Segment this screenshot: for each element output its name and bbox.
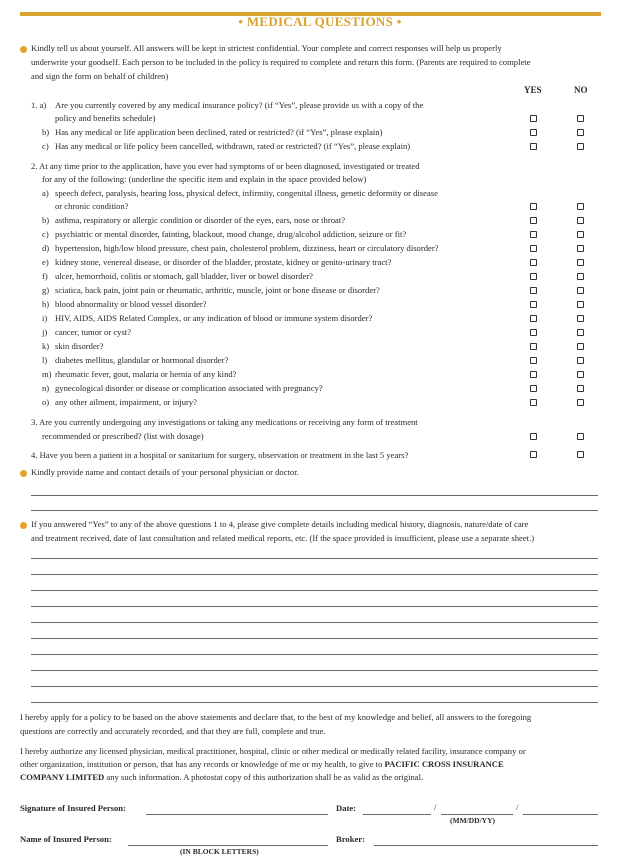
q2g-text: sciatica, back pain, joint pain or rheumatic, arthritic, muscle, joint or bone disease or disorder? bbox=[55, 285, 380, 295]
details-line-1[interactable] bbox=[31, 558, 598, 559]
q2a-label: a) bbox=[42, 188, 49, 198]
q1c-label: c) bbox=[42, 141, 49, 151]
date-day-line[interactable] bbox=[441, 814, 513, 815]
q2d-text: hypertension, high/low blood pressure, chest pain, cholesterol problem, dizziness, heart or circulatory disorder? bbox=[55, 243, 439, 253]
date-slash-2: / bbox=[516, 802, 519, 812]
q2f-yes-checkbox[interactable] bbox=[530, 273, 537, 280]
details-line-6[interactable] bbox=[31, 638, 598, 639]
details-line-3[interactable] bbox=[31, 590, 598, 591]
q2f-label: f) bbox=[42, 271, 48, 281]
q2k-label: k) bbox=[42, 341, 50, 351]
broker-line[interactable] bbox=[374, 845, 598, 846]
details-line-4[interactable] bbox=[31, 606, 598, 607]
q1b-no-checkbox[interactable] bbox=[577, 129, 584, 136]
q2d-yes-checkbox[interactable] bbox=[530, 245, 537, 252]
form-title: • MEDICAL QUESTIONS • bbox=[238, 14, 402, 29]
q1a-text-2: policy and benefits schedule) bbox=[55, 113, 156, 123]
company-name-part-1: PACIFIC CROSS INSURANCE bbox=[384, 759, 504, 769]
physician-prompt: Kindly provide name and contact details of your personal physician or doctor. bbox=[31, 467, 299, 477]
q2-intro-2: for any of the following: (underline the specific item and explain in the space provided below) bbox=[42, 174, 367, 184]
q1c-yes-checkbox[interactable] bbox=[530, 143, 537, 150]
date-format-hint: (MM/DD/YY) bbox=[450, 816, 495, 825]
q2j-no-checkbox[interactable] bbox=[577, 329, 584, 336]
date-year-line[interactable] bbox=[523, 814, 598, 815]
details-line-8[interactable] bbox=[31, 670, 598, 671]
q2a-yes-checkbox[interactable] bbox=[530, 203, 537, 210]
physician-bullet-icon bbox=[20, 470, 27, 477]
q3-text-1: 3. Are you currently undergoing any investigations or taking any medications or receiving any form of treatment bbox=[31, 417, 418, 427]
q2c-yes-checkbox[interactable] bbox=[530, 231, 537, 238]
q2m-label: m) bbox=[42, 369, 52, 379]
date-slash-1: / bbox=[434, 802, 437, 812]
q1c-text: Has any medical or life policy been cancelled, withdrawn, rated or restricted? (if “Yes”, please explain) bbox=[55, 141, 411, 151]
details-line-10[interactable] bbox=[31, 702, 598, 703]
q1b-text: Has any medical or life application been declined, rated or restricted? (if “Yes”, please explain) bbox=[55, 127, 383, 137]
intro-line-3: and sign the form on behalf of children) bbox=[31, 71, 169, 81]
name-label: Name of Insured Person: bbox=[20, 834, 112, 844]
physician-line-2[interactable] bbox=[31, 510, 598, 511]
q2i-yes-checkbox[interactable] bbox=[530, 315, 537, 322]
q2j-label: j) bbox=[42, 327, 48, 337]
q2h-label: h) bbox=[42, 299, 50, 309]
details-line-5[interactable] bbox=[31, 622, 598, 623]
q2l-label: l) bbox=[42, 355, 48, 365]
q2a-text-2: or chronic condition? bbox=[55, 201, 129, 211]
q2b-text: asthma, respiratory or allergic condition or disorder of the eyes, ears, nose or throat? bbox=[55, 215, 346, 225]
intro-line-2: underwrite your goodself. Each person to be included in the policy is required to complete and return this form. (Parents are required to complete bbox=[31, 57, 531, 67]
details-prompt-2: and treatment received, date of last consultation and related medical reports, etc. (If the space provided is insufficient, please use a separate sheet.) bbox=[31, 533, 535, 543]
date-month-line[interactable] bbox=[363, 814, 431, 815]
q2a-no-checkbox[interactable] bbox=[577, 203, 584, 210]
q2j-text: cancer, tumor or cyst? bbox=[55, 327, 132, 337]
q2m-text: rheumatic fever, gout, malaria or hernia of any kind? bbox=[55, 369, 237, 379]
q2l-yes-checkbox[interactable] bbox=[530, 357, 537, 364]
authorize-line-3 bbox=[20, 773, 423, 782]
q2b-label: b) bbox=[42, 215, 50, 225]
q4-yes-checkbox[interactable] bbox=[530, 451, 537, 458]
q2i-label: i) bbox=[42, 313, 48, 323]
details-line-9[interactable] bbox=[31, 686, 598, 687]
q3-yes-checkbox[interactable] bbox=[530, 433, 537, 440]
authorize-line-2 bbox=[20, 760, 504, 769]
q2h-yes-checkbox[interactable] bbox=[530, 301, 537, 308]
yes-column-header: YES bbox=[524, 85, 542, 95]
q2f-text: ulcer, hemorrhoid, colitis or stomach, gall bladder, liver or bowel disorder? bbox=[55, 271, 314, 281]
q4-text: 4. Have you been a patient in a hospital or sanitarium for surgery, observation or treatment in the last 5 years? bbox=[31, 450, 409, 460]
authorize-line-3-text: any such information. A photostat copy of this authorization shall be as valid as the original. bbox=[106, 772, 424, 782]
details-line-7[interactable] bbox=[31, 654, 598, 655]
signature-label: Signature of Insured Person: bbox=[20, 803, 126, 813]
q3-no-checkbox[interactable] bbox=[577, 433, 584, 440]
q1a-text-1: Are you currently covered by any medical insurance policy? (if “Yes”, please provide us with a copy of the bbox=[55, 100, 424, 110]
intro-bullet-icon bbox=[20, 46, 27, 53]
q2g-no-checkbox[interactable] bbox=[577, 287, 584, 294]
details-line-2[interactable] bbox=[31, 574, 598, 575]
q2m-no-checkbox[interactable] bbox=[577, 371, 584, 378]
q2c-label: c) bbox=[42, 229, 49, 239]
q2b-yes-checkbox[interactable] bbox=[530, 217, 537, 224]
q4-no-checkbox[interactable] bbox=[577, 451, 584, 458]
q2i-text: HIV, AIDS, AIDS Related Complex, or any indication of blood or immune system disorder? bbox=[55, 313, 373, 323]
q2l-no-checkbox[interactable] bbox=[577, 357, 584, 364]
authorize-line-1: I hereby authorize any licensed physician, medical practitioner, hospital, clinic or other medical or medically related facility, insurance company or bbox=[20, 746, 526, 756]
q1a-yes-checkbox[interactable] bbox=[530, 115, 537, 122]
declaration-line-1: I hereby apply for a policy to be based on the above statements and declare that, to the best of my knowledge and belief, all answers to the foregoing bbox=[20, 712, 532, 722]
q2c-no-checkbox[interactable] bbox=[577, 231, 584, 238]
q2g-yes-checkbox[interactable] bbox=[530, 287, 537, 294]
q1a-label: 1. a) bbox=[31, 100, 47, 110]
q2i-no-checkbox[interactable] bbox=[577, 315, 584, 322]
q2-intro-1: 2. At any time prior to the application, have you ever had symptoms of or been diagnosed, investigated or treated bbox=[31, 161, 420, 171]
q2d-no-checkbox[interactable] bbox=[577, 245, 584, 252]
details-bullet-icon bbox=[20, 522, 27, 529]
signature-line[interactable] bbox=[146, 814, 328, 815]
block-letters-hint: (IN BLOCK LETTERS) bbox=[180, 847, 259, 856]
authorize-line-2-text: other organization, institution or person, that has any records or knowledge of me or my health, to give to bbox=[20, 759, 383, 769]
broker-label: Broker: bbox=[336, 834, 365, 844]
q2l-text: diabetes mellitus, glandular or hormonal disorder? bbox=[55, 355, 229, 365]
q1a-no-checkbox[interactable] bbox=[577, 115, 584, 122]
q2o-yes-checkbox[interactable] bbox=[530, 399, 537, 406]
name-line[interactable] bbox=[128, 845, 328, 846]
q2h-text: blood abnormality or blood vessel disorder? bbox=[55, 299, 207, 309]
q2j-yes-checkbox[interactable] bbox=[530, 329, 537, 336]
company-name-part-2: COMPANY LIMITED bbox=[20, 772, 105, 782]
q3-text-2: recommended or prescribed? (list with dosage) bbox=[42, 431, 204, 441]
q2d-label: d) bbox=[42, 243, 50, 253]
q2k-no-checkbox[interactable] bbox=[577, 343, 584, 350]
physician-line-1[interactable] bbox=[31, 495, 598, 496]
q2n-no-checkbox[interactable] bbox=[577, 385, 584, 392]
q2c-text: psychiatric or mental disorder, fainting, blackout, mood change, drug/alcohol addiction, seizure or fit? bbox=[55, 229, 407, 239]
q2o-label: o) bbox=[42, 397, 50, 407]
q2e-label: e) bbox=[42, 257, 49, 267]
q2m-yes-checkbox[interactable] bbox=[530, 371, 537, 378]
q2a-text-1: speech defect, paralysis, hearing loss, physical defect, infirmity, congenital illness, genetic deformity or disease bbox=[55, 188, 438, 198]
q2n-text: gynecological disorder or disease or complication associated with pregnancy? bbox=[55, 383, 323, 393]
q2n-yes-checkbox[interactable] bbox=[530, 385, 537, 392]
q2k-yes-checkbox[interactable] bbox=[530, 343, 537, 350]
q2k-text: skin disorder? bbox=[55, 341, 104, 351]
q2b-no-checkbox[interactable] bbox=[577, 217, 584, 224]
q2o-text: any other ailment, impairment, or injury? bbox=[55, 397, 197, 407]
declaration-line-2: questions are correctly and accurately recorded, and that they are full, complete and true. bbox=[20, 726, 326, 736]
q2e-text: kidney stone, venereal disease, or disorder of the bladder, prostate, kidney or genito-urinary tract? bbox=[55, 257, 392, 267]
details-prompt-1: If you answered “Yes” to any of the above questions 1 to 4, please give complete details including medical history, diagnosis, nature/date of care bbox=[31, 519, 529, 529]
intro-line-1: Kindly tell us about yourself. All answers will be kept in strictest confidential. Your complete and correct responses will help us properly bbox=[31, 43, 502, 53]
q1c-no-checkbox[interactable] bbox=[577, 143, 584, 150]
q2g-label: g) bbox=[42, 285, 50, 295]
date-label: Date: bbox=[336, 803, 357, 813]
q1b-label: b) bbox=[42, 127, 50, 137]
q2e-yes-checkbox[interactable] bbox=[530, 259, 537, 266]
q1b-yes-checkbox[interactable] bbox=[530, 129, 537, 136]
q2e-no-checkbox[interactable] bbox=[577, 259, 584, 266]
q2o-no-checkbox[interactable] bbox=[577, 399, 584, 406]
q2f-no-checkbox[interactable] bbox=[577, 273, 584, 280]
q2h-no-checkbox[interactable] bbox=[577, 301, 584, 308]
q2n-label: n) bbox=[42, 383, 50, 393]
no-column-header: NO bbox=[574, 85, 588, 95]
